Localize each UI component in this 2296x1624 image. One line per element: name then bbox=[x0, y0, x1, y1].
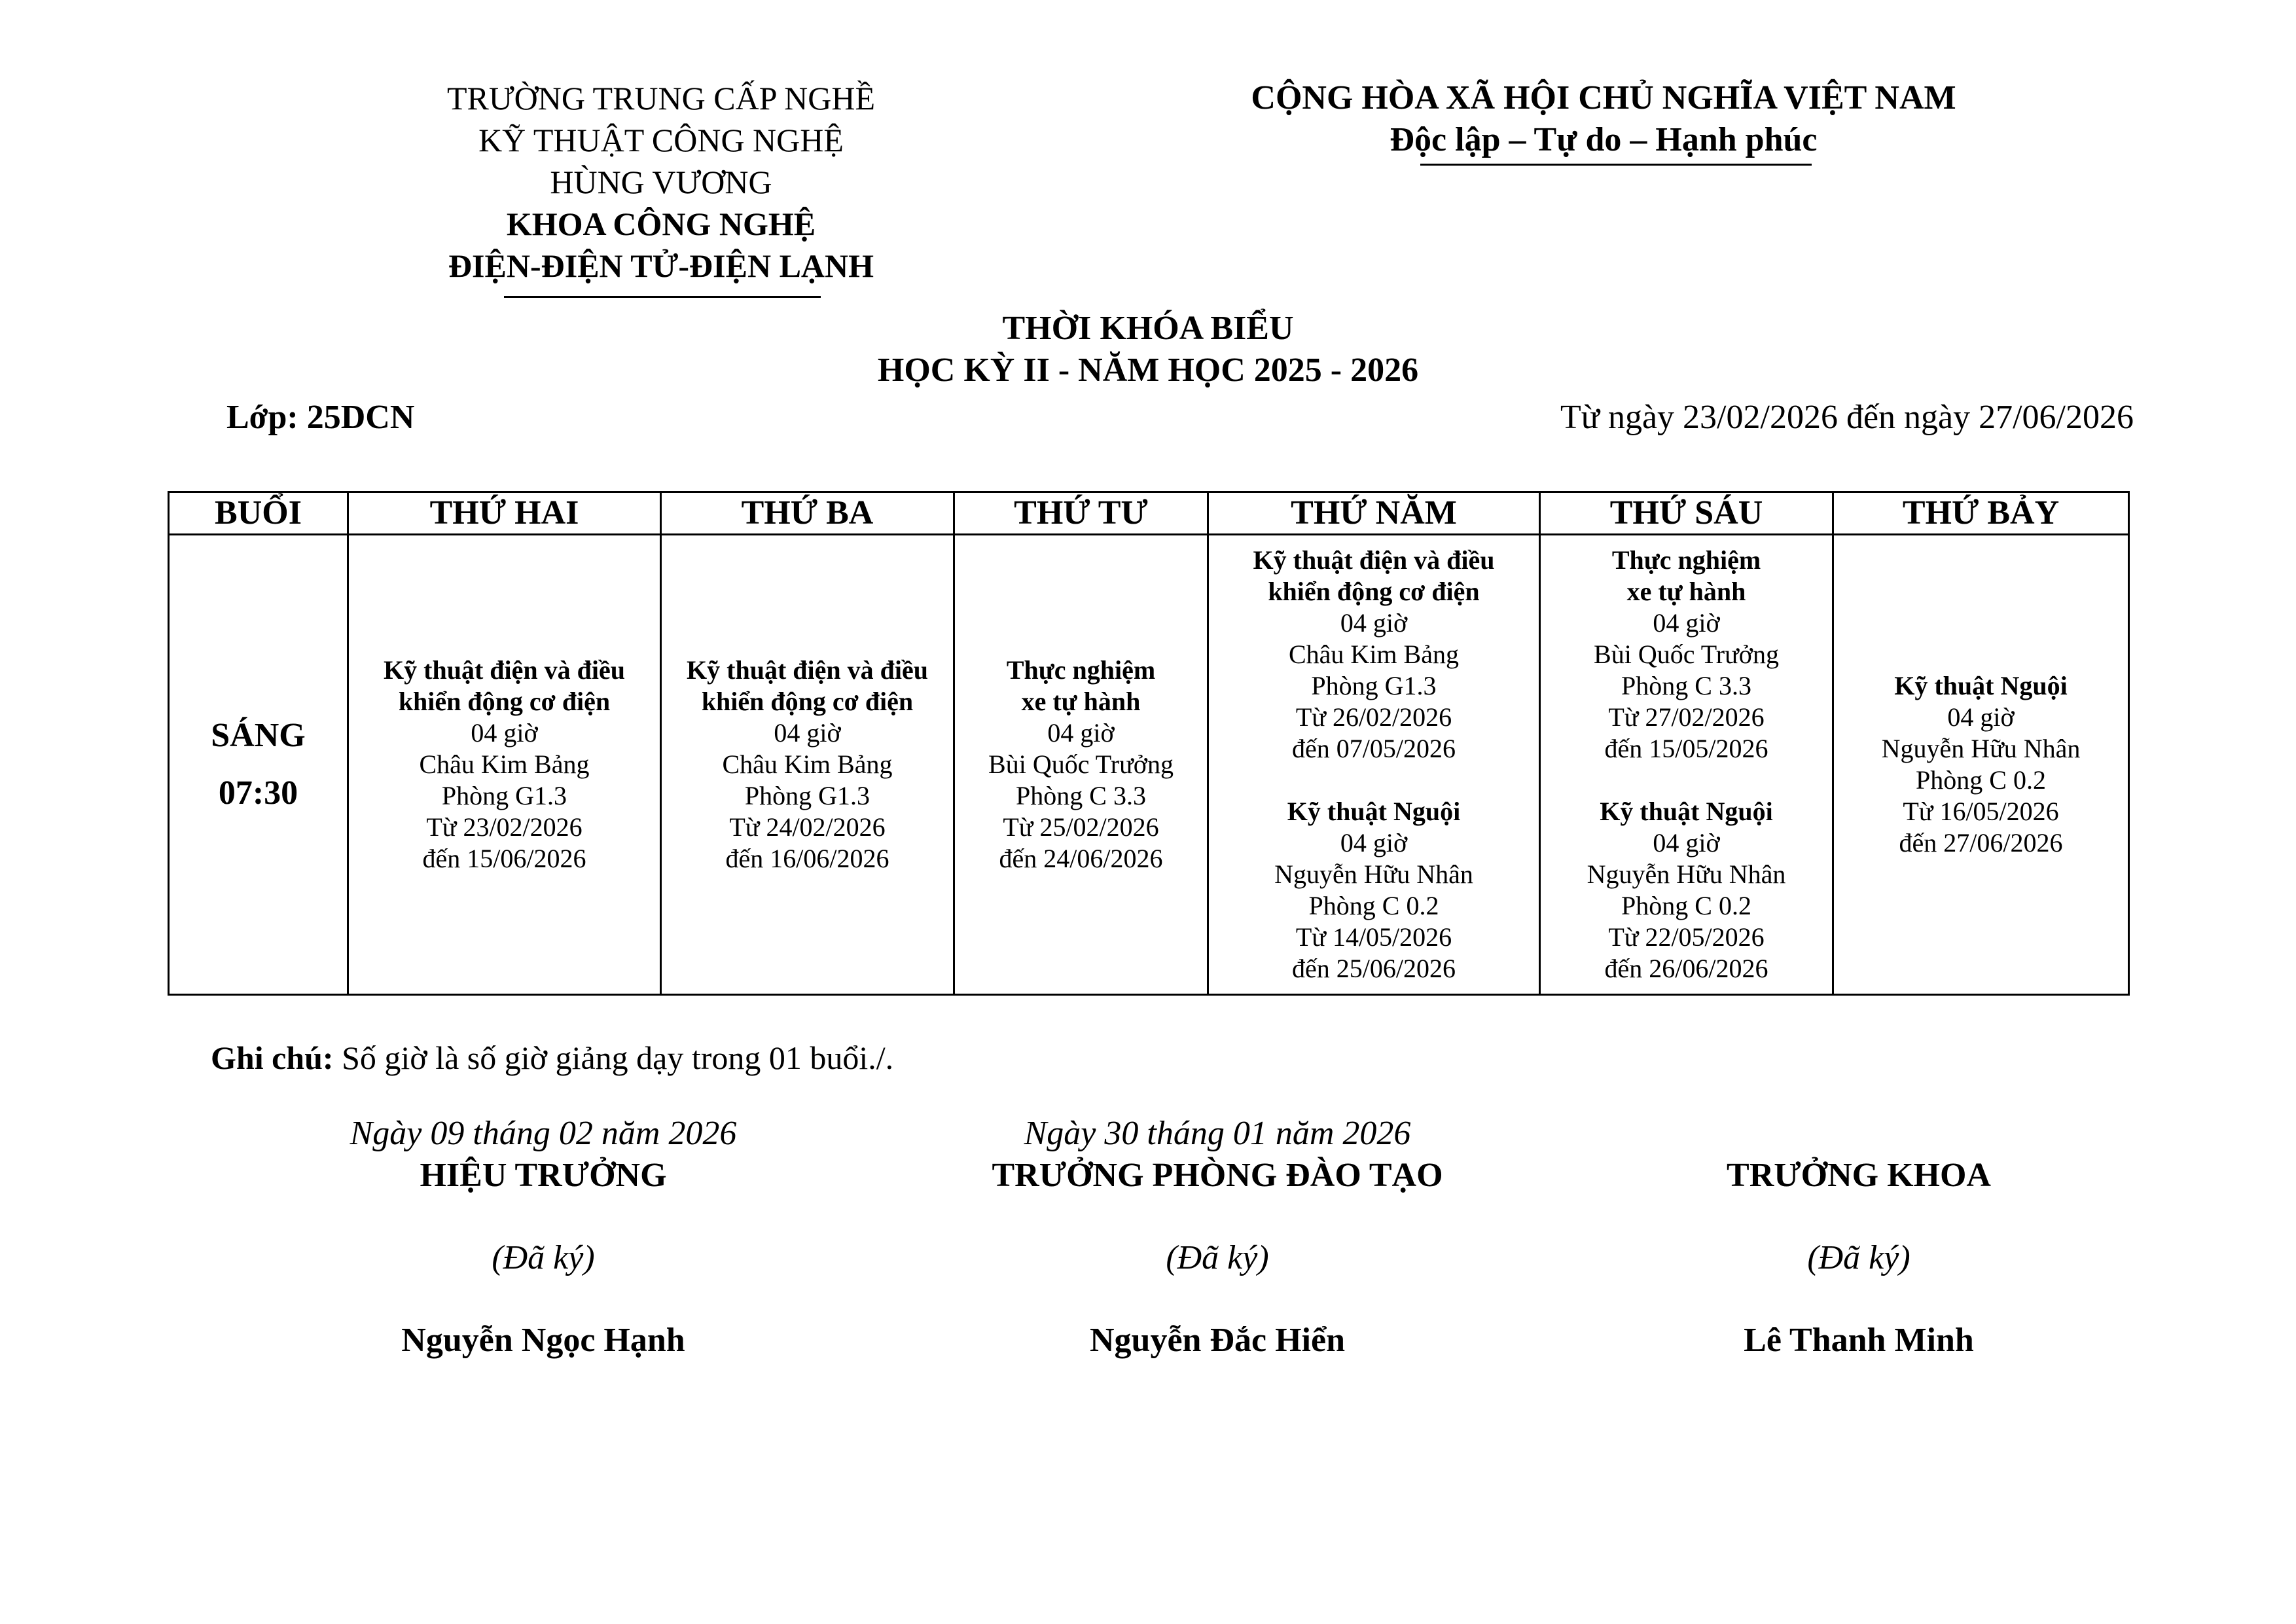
hours-per-session: 04 giờ bbox=[471, 718, 538, 748]
schedule-table bbox=[168, 491, 2130, 996]
end-date: đến 15/05/2026 bbox=[1604, 734, 1768, 763]
saturday-cell bbox=[1833, 535, 2129, 995]
national-title: CỘNG HÒA XÃ HỘI CHỦ NGHĨA VIỆT NAM bbox=[1251, 79, 1956, 117]
subject-name: khiển động cơ điện bbox=[398, 687, 611, 716]
subject-name: Kỹ thuật điện và điều bbox=[384, 655, 625, 685]
teacher-name: Nguyễn Hữu Nhân bbox=[1881, 734, 2081, 763]
room: Phòng C 3.3 bbox=[1016, 781, 1146, 810]
class-entry bbox=[349, 655, 660, 875]
subject-name: khiển động cơ điện bbox=[701, 687, 914, 716]
subject-name: xe tự hành bbox=[1626, 577, 1746, 606]
session-cell bbox=[169, 535, 348, 995]
note-text: Số giờ là số giờ giảng dạy trong 01 buổi./. bbox=[333, 1039, 894, 1076]
start-date: Từ 23/02/2026 bbox=[426, 812, 583, 842]
end-date: đến 15/06/2026 bbox=[422, 844, 586, 873]
teacher-name: Châu Kim Bảng bbox=[722, 749, 893, 779]
hours-per-session: 04 giờ bbox=[1047, 718, 1115, 748]
end-date: đến 27/06/2026 bbox=[1899, 828, 2063, 857]
session-name: SÁNG bbox=[211, 717, 306, 754]
header-left-divider bbox=[504, 296, 821, 298]
room: Phòng G1.3 bbox=[441, 781, 567, 810]
faculty-name-line-1: KHOA CÔNG NGHỆ bbox=[506, 206, 816, 242]
faculty-name-line-2: ĐIỆN-ĐIỆN TỬ-ĐIỆN LẠNH bbox=[448, 247, 874, 284]
tuesday-cell bbox=[661, 535, 954, 995]
signature-date: Ngày 30 tháng 01 năm 2026 bbox=[1024, 1115, 1411, 1152]
friday-cell bbox=[1540, 535, 1833, 995]
subject-name: Kỹ thuật điện và điều bbox=[687, 655, 928, 685]
signature-block-faculty-head bbox=[1636, 1113, 2081, 1362]
room: Phòng C 0.2 bbox=[1621, 891, 1751, 920]
hours-per-session: 04 giờ bbox=[1653, 608, 1720, 638]
teacher-name: Bùi Quốc Trưởng bbox=[1594, 640, 1779, 669]
teacher-name: Nguyễn Hữu Nhân bbox=[1587, 859, 1786, 889]
school-name-line-3: HÙNG VƯƠNG bbox=[550, 164, 772, 200]
school-name-line-2: KỸ THUẬT CÔNG NGHỆ bbox=[478, 122, 844, 158]
note-label: Ghi chú: bbox=[211, 1039, 334, 1076]
start-date: Từ 27/02/2026 bbox=[1608, 702, 1765, 732]
signature-status: (Đã ký) bbox=[1807, 1239, 1910, 1276]
signature-block-training-head bbox=[956, 1113, 1479, 1362]
header-right-divider bbox=[1420, 164, 1812, 166]
start-date: Từ 14/05/2026 bbox=[1295, 922, 1452, 952]
title-line-1: THỜI KHÓA BIỂU bbox=[1002, 310, 1294, 347]
title-line-2: HỌC KỲ II - NĂM HỌC 2025 - 2026 bbox=[877, 352, 1419, 389]
teacher-name: Châu Kim Bảng bbox=[419, 749, 590, 779]
note bbox=[211, 1037, 893, 1079]
subject-name: Kỹ thuật Nguội bbox=[1287, 797, 1461, 826]
document-title bbox=[0, 308, 2296, 391]
class-entry bbox=[1209, 545, 1539, 765]
class-entry bbox=[955, 655, 1207, 875]
signature-role: HIỆU TRƯỞNG bbox=[420, 1157, 667, 1194]
teacher-name: Bùi Quốc Trưởng bbox=[988, 749, 1174, 779]
hours-per-session: 04 giờ bbox=[1340, 828, 1408, 857]
subject-name: Thực nghiệm bbox=[1006, 655, 1156, 685]
column-header-tuesday: THỨ BA bbox=[661, 492, 954, 535]
class-entry bbox=[1834, 670, 2128, 859]
signature-name: Lê Thanh Minh bbox=[1744, 1322, 1974, 1359]
room: Phòng G1.3 bbox=[744, 781, 870, 810]
hours-per-session: 04 giờ bbox=[1653, 828, 1720, 857]
school-name-line-1: TRƯỜNG TRUNG CẤP NGHỀ bbox=[446, 80, 876, 117]
class-entry bbox=[1541, 545, 1832, 765]
column-header-friday: THỨ SÁU bbox=[1540, 492, 1833, 535]
table-header-row bbox=[169, 492, 2129, 535]
subject-name: Thực nghiệm bbox=[1611, 545, 1761, 575]
class-entry bbox=[662, 655, 953, 875]
column-header-thursday: THỨ NĂM bbox=[1208, 492, 1540, 535]
signature-date: Ngày 09 tháng 02 năm 2026 bbox=[350, 1115, 737, 1152]
class-entry bbox=[1209, 796, 1539, 984]
hours-per-session: 04 giờ bbox=[1947, 702, 2015, 732]
room: Phòng C 0.2 bbox=[1308, 891, 1439, 920]
monday-cell bbox=[348, 535, 661, 995]
column-header-saturday: THỨ BẢY bbox=[1833, 492, 2129, 535]
signature-name: Nguyễn Ngọc Hạnh bbox=[401, 1322, 685, 1359]
start-date: Từ 22/05/2026 bbox=[1608, 922, 1765, 952]
subject-name: Kỹ thuật điện và điều bbox=[1253, 545, 1495, 575]
teacher-name: Nguyễn Hữu Nhân bbox=[1274, 859, 1473, 889]
room: Phòng C 0.2 bbox=[1916, 765, 2046, 795]
national-motto: Độc lập – Tự do – Hạnh phúc bbox=[1390, 121, 1818, 158]
signature-name: Nguyễn Đắc Hiển bbox=[1090, 1322, 1345, 1359]
end-date: đến 16/06/2026 bbox=[725, 844, 889, 873]
table-row bbox=[169, 535, 2129, 995]
start-date: Từ 24/02/2026 bbox=[729, 812, 886, 842]
subject-name: khiển động cơ điện bbox=[1268, 577, 1480, 606]
end-date: đến 25/06/2026 bbox=[1292, 954, 1456, 983]
signature-role: TRƯỞNG PHÒNG ĐÀO TẠO bbox=[992, 1157, 1443, 1194]
signature-status: (Đã ký) bbox=[492, 1239, 595, 1276]
national-header bbox=[1165, 77, 2042, 161]
hours-per-session: 04 giờ bbox=[774, 718, 841, 748]
hours-per-session: 04 giờ bbox=[1340, 608, 1408, 638]
signature-role: TRƯỞNG KHOA bbox=[1727, 1157, 1991, 1194]
end-date: đến 26/06/2026 bbox=[1604, 954, 1768, 983]
signature-date bbox=[1636, 1113, 2081, 1155]
column-header-wednesday: THỨ TƯ bbox=[954, 492, 1208, 535]
session-time: 07:30 bbox=[218, 774, 298, 812]
subject-name: xe tự hành bbox=[1021, 687, 1141, 716]
end-date: đến 07/05/2026 bbox=[1292, 734, 1456, 763]
subject-name: Kỹ thuật Nguội bbox=[1894, 671, 2068, 700]
column-header-monday: THỨ HAI bbox=[348, 492, 661, 535]
wednesday-cell bbox=[954, 535, 1208, 995]
room: Phòng C 3.3 bbox=[1621, 671, 1751, 700]
column-header-session: BUỔI bbox=[169, 492, 348, 535]
teacher-name: Châu Kim Bảng bbox=[1289, 640, 1459, 669]
start-date: Từ 25/02/2026 bbox=[1003, 812, 1159, 842]
end-date: đến 24/06/2026 bbox=[999, 844, 1163, 873]
class-label: Lớp: 25DCN bbox=[226, 399, 415, 436]
date-range: Từ ngày 23/02/2026 đến ngày 27/06/2026 bbox=[1560, 399, 2134, 436]
school-header bbox=[386, 77, 936, 287]
class-entry bbox=[1541, 796, 1832, 984]
room: Phòng G1.3 bbox=[1311, 671, 1437, 700]
signature-block-principal bbox=[314, 1113, 772, 1362]
start-date: Từ 16/05/2026 bbox=[1903, 797, 2059, 826]
thursday-cell bbox=[1208, 535, 1540, 995]
start-date: Từ 26/02/2026 bbox=[1295, 702, 1452, 732]
signature-status: (Đã ký) bbox=[1166, 1239, 1269, 1276]
subject-name: Kỹ thuật Nguội bbox=[1600, 797, 1773, 826]
